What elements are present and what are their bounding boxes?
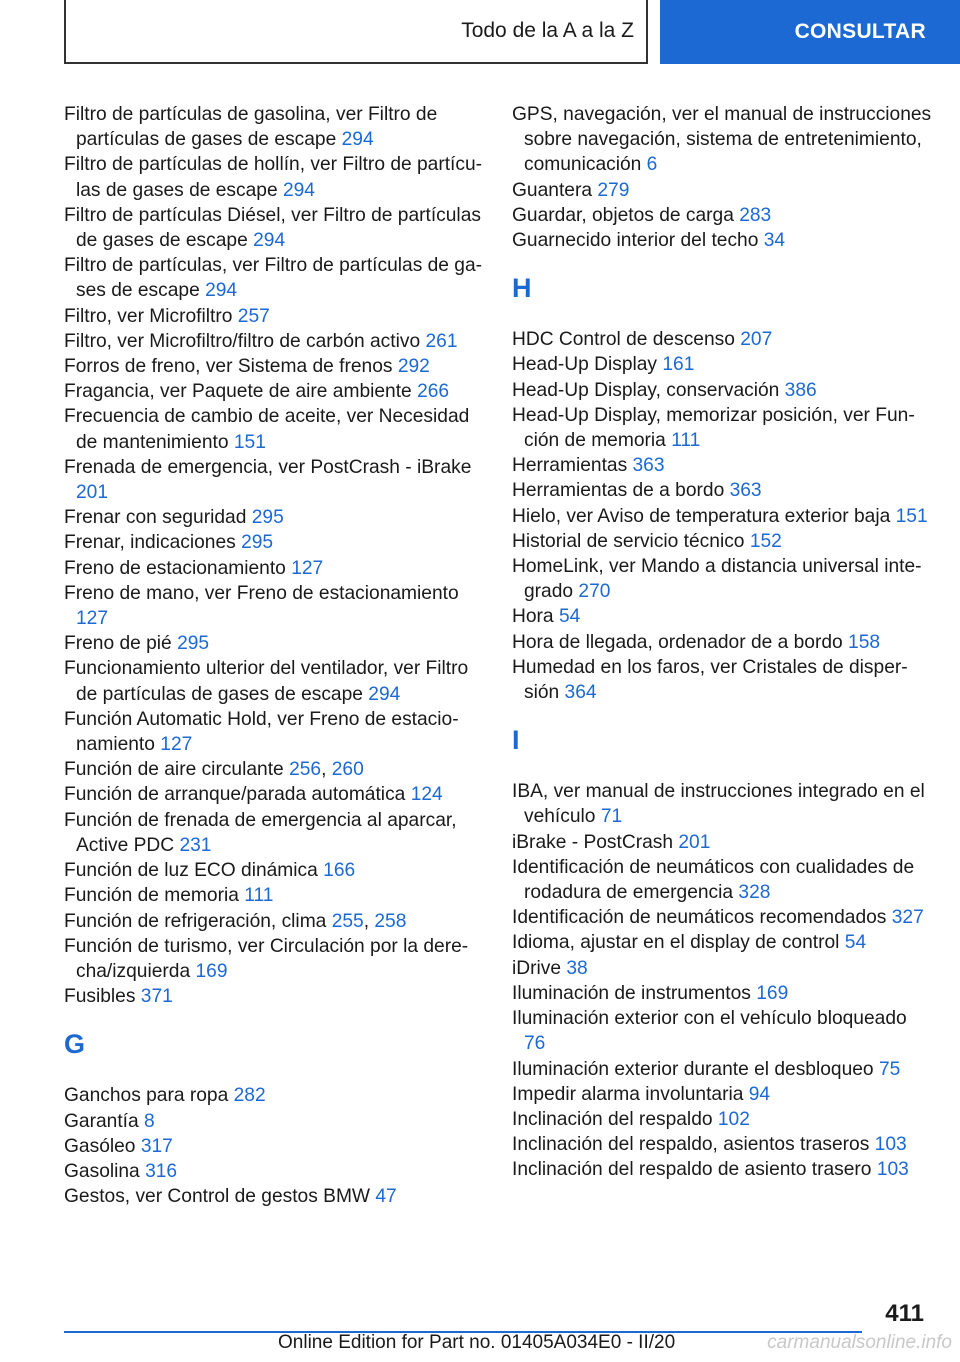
index-entry-text: Filtro de partículas de gasolina, ver Filtro de partículas de gases de escape — [64, 104, 438, 151]
index-entry — [512, 1107, 932, 1132]
page-link[interactable]: 294 — [253, 230, 286, 252]
page-link[interactable]: 169 — [195, 960, 228, 982]
page-link[interactable]: 255 — [331, 910, 364, 932]
page-link[interactable]: 260 — [331, 759, 364, 781]
index-entry — [512, 956, 932, 981]
tab-todo-de-la-a-a-la-z[interactable]: Todo de la A a la Z — [64, 0, 648, 64]
index-entry-text: iDrive — [512, 957, 562, 979]
index-entry — [64, 253, 484, 303]
index-entry-text: Identificación de neumáticos recomendados — [512, 907, 887, 929]
index-entry — [64, 883, 484, 908]
index-entry-text: Guantera — [512, 179, 593, 201]
page-link[interactable]: 316 — [145, 1160, 178, 1182]
index-entry — [64, 1184, 484, 1209]
index-entry-text: Funcionamiento ulterior del ventilador, ver Filtro de partículas de gases de escape — [64, 658, 469, 705]
page-link[interactable]: 201 — [678, 831, 711, 853]
index-entry — [512, 981, 932, 1006]
index-entry-text: Head-Up Display — [512, 354, 658, 376]
page-link[interactable]: 283 — [739, 204, 772, 226]
index-entry — [64, 1083, 484, 1108]
page-link[interactable]: 294 — [205, 280, 238, 302]
index-entry-text: HomeLink, ver Mando a distancia universal integrado — [512, 556, 922, 603]
index-entry — [512, 403, 932, 453]
index-section-letter: G — [64, 1029, 86, 1060]
page-link[interactable]: 47 — [375, 1186, 397, 1208]
page-link[interactable]: 294 — [368, 683, 401, 705]
index-entry — [64, 1134, 484, 1159]
index-entry-text: HDC Control de descenso — [512, 329, 735, 351]
index-entry — [64, 782, 484, 807]
index-entry — [64, 858, 484, 883]
index-entry-text: Herramientas — [512, 455, 628, 477]
index-entry-text: Forros de freno, ver Sistema de frenos — [64, 356, 393, 378]
page-link[interactable]: 317 — [140, 1135, 173, 1157]
page-link[interactable]: 54 — [558, 606, 581, 628]
index-entry — [512, 1057, 932, 1082]
index-entry — [512, 352, 932, 377]
page-link[interactable]: 127 — [76, 608, 109, 630]
index-entry-text: Inclinación del respaldo, asientos traseros — [512, 1134, 870, 1156]
index-entry-text: Frenar, indicaciones — [64, 532, 236, 554]
page-link[interactable]: 103 — [876, 1159, 909, 1181]
index-entry: Función de aire circulante 256, 260 — [64, 759, 364, 781]
page-link[interactable]: 169 — [756, 982, 789, 1004]
page-link[interactable]: 386 — [784, 379, 817, 401]
index-section-letter: I — [512, 725, 520, 756]
index-entry — [64, 354, 484, 379]
index-entry-text: Freno de mano, ver Freno de estacionamiento — [64, 582, 459, 604]
index-entry-text: Idioma, ajustar en el display de control — [512, 932, 840, 954]
index-entry-text: Filtro de partículas, ver Filtro de partículas de gases de escape — [64, 255, 483, 302]
page-link[interactable]: 76 — [524, 1033, 546, 1055]
page-link[interactable]: 371 — [140, 986, 173, 1008]
page-link[interactable]: 111 — [244, 885, 274, 907]
index-entry-text: Filtro, ver Microfiltro/filtro de carbón activo — [64, 330, 421, 352]
index-entry — [512, 228, 932, 253]
index-entry — [64, 152, 484, 202]
page-link[interactable]: 111 — [671, 430, 701, 452]
index-entry — [512, 203, 932, 228]
index-entry-text: Filtro de partículas de hollín, ver Filtro de partículas de gases de escape — [64, 154, 483, 201]
index-entry-text: Head-Up Display, conservación — [512, 379, 780, 401]
page-link[interactable]: 295 — [251, 507, 284, 529]
index-entry-text: Función Automatic Hold, ver Freno de estacionamiento — [64, 708, 459, 756]
index-section-letter: H — [512, 273, 532, 304]
page-link[interactable]: 258 — [374, 910, 407, 932]
index-entry — [512, 102, 932, 178]
index-entry — [512, 1132, 932, 1157]
header-bar — [0, 0, 960, 66]
index-entry — [64, 329, 484, 354]
index-entry-text: Filtro de partículas Diésel, ver Filtro de partículas de gases de escape — [64, 204, 481, 252]
footer-edition-text: Online Edition for Part no. 01405A034E0 - II/20 — [278, 1332, 676, 1353]
page-link[interactable]: 152 — [749, 530, 782, 552]
page-link[interactable]: 279 — [597, 179, 630, 201]
page-link[interactable]: 266 — [417, 381, 450, 403]
page-link[interactable]: 231 — [179, 834, 212, 856]
page-link[interactable]: 124 — [410, 784, 443, 806]
page-number: 411 — [885, 1300, 924, 1327]
index-entry-text: Función de memoria — [64, 885, 239, 907]
page-link[interactable]: 327 — [891, 907, 924, 929]
page-link[interactable]: 201 — [76, 482, 109, 504]
index-entry — [512, 779, 932, 829]
page-link[interactable]: 364 — [564, 682, 597, 704]
index-entry — [64, 379, 484, 404]
page-link[interactable]: 151 — [895, 505, 928, 527]
page-link[interactable]: 261 — [425, 330, 458, 352]
page-link[interactable]: 363 — [729, 480, 762, 502]
index-entry — [64, 581, 484, 631]
page-link[interactable]: 38 — [566, 957, 588, 979]
index-entry — [64, 556, 484, 581]
index-entry — [512, 1082, 932, 1107]
index-entry — [512, 830, 932, 855]
index-entry-text: Humedad en los faros, ver Cristales de dispersión — [512, 656, 908, 704]
index-entry — [64, 984, 484, 1009]
page-link[interactable]: 282 — [233, 1085, 266, 1107]
index-entry — [64, 530, 484, 555]
index-entry-text: Gasolina — [64, 1160, 140, 1182]
index-entry-text: Función de luz ECO dinámica — [64, 860, 318, 882]
index-entry-text: GPS, navegación, ver el manual de instrucciones sobre navegación, sistema de entretenimiento, comunicación — [512, 104, 932, 176]
index-entry-text: Gestos, ver Control de gestos BMW — [64, 1186, 371, 1208]
page-link[interactable]: 158 — [848, 631, 881, 653]
index-entry-text: Filtro, ver Microfiltro — [64, 305, 233, 327]
page-link[interactable]: 295 — [241, 532, 274, 554]
page-link[interactable]: 295 — [177, 633, 210, 655]
page-link[interactable]: 256 — [289, 759, 322, 781]
page-link[interactable]: 127 — [291, 557, 324, 579]
index-entry-text: Función de arranque/parada automática — [64, 784, 406, 806]
index-entry — [512, 905, 932, 930]
index-entry-text: Iluminación de instrumentos — [512, 982, 751, 1004]
index-entry-text: Historial de servicio técnico — [512, 530, 745, 552]
index-entry-text: Función de aire circulante — [64, 759, 284, 781]
page-link[interactable]: 294 — [341, 129, 374, 151]
page-link[interactable]: 161 — [662, 354, 695, 376]
index-entry — [512, 327, 932, 352]
index-entry — [64, 203, 484, 253]
index-entry-text: Freno de estacionamiento — [64, 557, 286, 579]
index-entry-text: Función de refrigeración, clima — [64, 910, 327, 932]
index-entry-text: Frecuencia de cambio de aceite, ver Necesidad de mantenimiento — [64, 406, 470, 453]
index-entry — [64, 455, 484, 505]
index-entry — [64, 1159, 484, 1184]
index-entry-text: iBrake - PostCrash — [512, 831, 674, 853]
index-entry-text: Herramientas de a bordo — [512, 480, 725, 502]
index-entry — [64, 656, 484, 706]
index-entry-text: Ganchos para ropa — [64, 1085, 229, 1107]
index-entry — [512, 1006, 932, 1056]
page-link[interactable]: 103 — [874, 1134, 907, 1156]
page-link[interactable]: 328 — [738, 882, 771, 904]
index-entry — [512, 378, 932, 403]
index-entry-text: Fragancia, ver Paquete de aire ambiente — [64, 381, 412, 403]
index-entry-text: Guarnecido interior del techo — [512, 230, 759, 252]
index-entry-text: Impedir alarma involuntaria — [512, 1083, 744, 1105]
index-entry-text: Guardar, objetos de carga — [512, 204, 734, 226]
index-entry-text: Identificación de neumáticos con cualidades de rodadura de emergencia — [512, 856, 915, 904]
index-entry-text: Fusibles — [64, 986, 136, 1008]
index-entry-text: IBA, ver manual de instrucciones integrado en el vehículo — [512, 781, 925, 828]
index-entry — [64, 102, 484, 152]
index-entry — [64, 505, 484, 530]
index-entry — [512, 1157, 932, 1182]
index-entry — [512, 630, 932, 655]
index-entry-text: Inclinación del respaldo de asiento trasero — [512, 1159, 872, 1181]
index-entry-text: Función de frenada de emergencia al aparcar, Active PDC — [64, 809, 457, 856]
index-entry-text: Iluminación exterior con el vehículo bloqueado — [512, 1008, 907, 1030]
page-link[interactable]: 292 — [397, 356, 430, 378]
index-entry-text: Hora — [512, 606, 554, 628]
index-entry-text: Head-Up Display, memorizar posición, ver Función de memoria — [512, 404, 915, 452]
index-entry-text: Hielo, ver Aviso de temperatura exterior baja — [512, 505, 891, 527]
index-entry: Función de refrigeración, clima 255, 258 — [64, 910, 407, 932]
page-link[interactable]: 54 — [844, 932, 867, 954]
index-entry — [512, 178, 932, 203]
index-entry-text: Gasóleo — [64, 1135, 136, 1157]
page-link[interactable]: 102 — [717, 1108, 750, 1130]
index-entry — [64, 1109, 484, 1134]
page-link[interactable]: 94 — [748, 1083, 771, 1105]
index-column-left — [64, 102, 484, 1209]
index-entry — [512, 655, 932, 705]
index-entry — [512, 554, 932, 604]
page-link[interactable]: 34 — [763, 230, 786, 252]
page-link[interactable]: 257 — [237, 305, 270, 327]
page-link[interactable]: 270 — [578, 581, 611, 603]
index-entry-text: Frenar con seguridad — [64, 507, 247, 529]
page-link[interactable]: 363 — [632, 455, 665, 477]
index-entry — [64, 808, 484, 858]
page-link[interactable]: 127 — [160, 734, 193, 756]
page-link[interactable]: 294 — [282, 179, 315, 201]
index-entry — [512, 478, 932, 503]
index-entry — [64, 631, 484, 656]
tab-consultar[interactable]: CONSULTAR — [660, 0, 960, 64]
index-entry-text: Hora de llegada, ordenador de a bordo — [512, 631, 843, 653]
page-link[interactable]: 75 — [878, 1058, 901, 1080]
page-link[interactable]: 6 — [646, 154, 658, 176]
index-entry-text: Garantía — [64, 1110, 139, 1132]
page-link[interactable]: 151 — [233, 431, 266, 453]
page-link[interactable]: 71 — [600, 806, 623, 828]
index-entry — [512, 504, 932, 529]
page-link[interactable]: 166 — [323, 860, 356, 882]
index-entry — [512, 529, 932, 554]
index-entry-text: Inclinación del respaldo — [512, 1108, 713, 1130]
index-entry — [64, 404, 484, 454]
index-entry-text: Frenada de emergencia, ver PostCrash - iBrake — [64, 456, 472, 478]
index-entry — [64, 304, 484, 329]
index-entry — [64, 707, 484, 757]
index-entry-text: Freno de pié — [64, 633, 172, 655]
index-entry-text: Función de turismo, ver Circulación por la derecha/izquierda — [64, 935, 469, 982]
watermark: carmanualsonline.info — [767, 1332, 952, 1353]
page-link[interactable]: 8 — [144, 1110, 155, 1132]
index-entry — [512, 453, 932, 478]
index-entry — [512, 855, 932, 905]
index-column-right — [512, 102, 932, 1183]
index-entry-text: Iluminación exterior durante el desbloqueo — [512, 1058, 874, 1080]
index-entry — [512, 604, 932, 629]
index-entry — [512, 930, 932, 955]
page-link[interactable]: 207 — [740, 329, 773, 351]
index-entry — [64, 934, 484, 984]
